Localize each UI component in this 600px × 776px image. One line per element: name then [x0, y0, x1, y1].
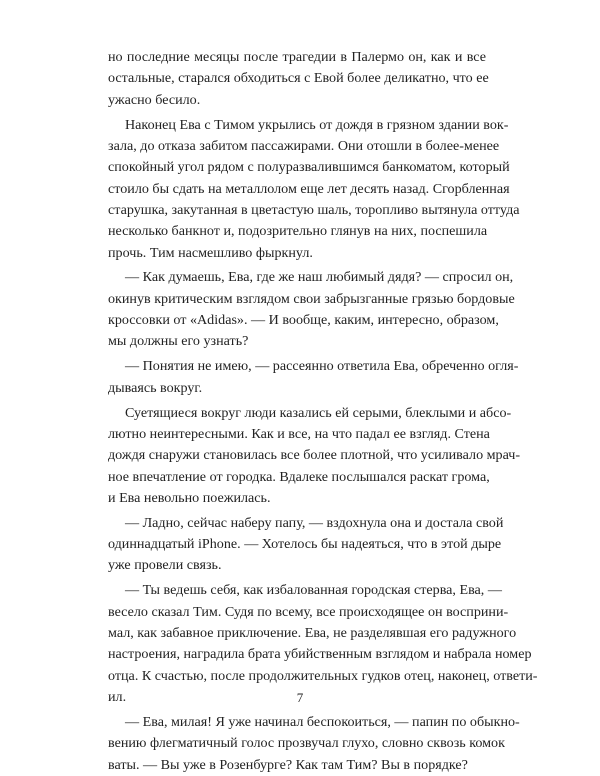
text-line: и Ева невольно поежилась.	[108, 489, 271, 506]
paragraph	[108, 403, 521, 510]
text-line: окинув критическим взглядом свои забрызганные грязью бордовые	[108, 290, 515, 307]
paragraph	[108, 267, 515, 352]
text-line: но последние месяцы после трагедии в Палермо он, как и все	[108, 49, 486, 65]
paragraph	[108, 47, 489, 111]
text-line: отца. К счастью, после продолжительных гудков отец, наконец, ответи-	[108, 667, 538, 684]
text-line: мы должны его узнать?	[108, 333, 249, 350]
text-line: спокойный угол рядом с полуразвалившимся банкоматом, который	[108, 159, 510, 176]
paragraph	[108, 513, 504, 577]
body-text	[108, 47, 538, 776]
text-line: уже провели связь.	[108, 557, 222, 574]
text-line: — Ладно, сейчас наберу папу, — вздохнула она и достала свой	[125, 514, 504, 531]
text-line: — Ева, милая! Я уже начинал беспокоиться, — папин по обыкно-	[125, 713, 520, 730]
text-line: ил.	[108, 688, 127, 705]
text-line: одиннадцатый iPhone. — Хотелось бы надеяться, что в этой дыре	[108, 536, 502, 553]
text-line: несколько банкнот и, подозрительно глянув на них, поспешила	[108, 223, 488, 240]
text-line: старушка, закутанная в цветастую шаль, торопливо вытянула оттуда	[108, 201, 520, 218]
text-line: — Понятия не имею, — рассеянно ответила Ева, обреченно огля-	[125, 358, 519, 375]
text-line: дождя снаружи становилась все более плотной, что усиливало мрач-	[108, 447, 521, 464]
text-line: настроения, наградила брата убийственным взглядом и набрала номер	[108, 646, 532, 663]
text-line: кроссовки от «Adidas». — И вообще, каким, интересно, образом,	[108, 312, 499, 329]
text-line: Суетящиеся вокруг люди казались ей серыми, блеклыми и абсо-	[125, 404, 512, 421]
text-line: — Как думаешь, Ева, где же наш любимый дядя? — спросил он,	[125, 269, 514, 286]
paragraph	[108, 115, 520, 264]
text-line: вению флегматичный голос прозвучал глухо, словно сквозь комок	[108, 735, 505, 752]
text-line: ваты. — Вы уже в Розенбурге? Как там Тим? Вы в порядке?	[108, 756, 468, 773]
text-line: — Ты ведешь себя, как избалованная городская стерва, Ева, —	[125, 582, 502, 599]
text-line: стоило бы сдать на металлолом еще лет десять назад. Сгорбленная	[108, 180, 510, 197]
text-line: зала, до отказа забитом пассажирами. Они отошли в более-менее	[108, 137, 500, 154]
text-line: дываясь вокруг.	[108, 379, 203, 396]
text-line: лютно неинтересными. Как и все, на что падал ее взгляд. Стена	[108, 425, 490, 442]
text-line: Наконец Ева с Тимом укрылись от дождя в грязном здании вок-	[125, 116, 509, 133]
text-line: прочь. Тим насмешливо фыркнул.	[108, 244, 313, 261]
text-line: мал, как забавное приключение. Ева, не разделявшая его радужного	[108, 624, 517, 641]
paragraph	[108, 356, 519, 399]
page-number: 7	[296, 690, 304, 705]
text-line: весело сказал Тим. Судя по всему, все происходящее он восприни-	[108, 603, 509, 620]
text-line: остальные, старался обходиться с Евой более деликатно, что ее	[108, 70, 489, 87]
text-line: ное впечатление от городка. Вдалеке послышался раскат грома,	[108, 468, 490, 485]
text-line: ужасно бесило.	[108, 91, 201, 108]
paragraph	[108, 712, 520, 776]
